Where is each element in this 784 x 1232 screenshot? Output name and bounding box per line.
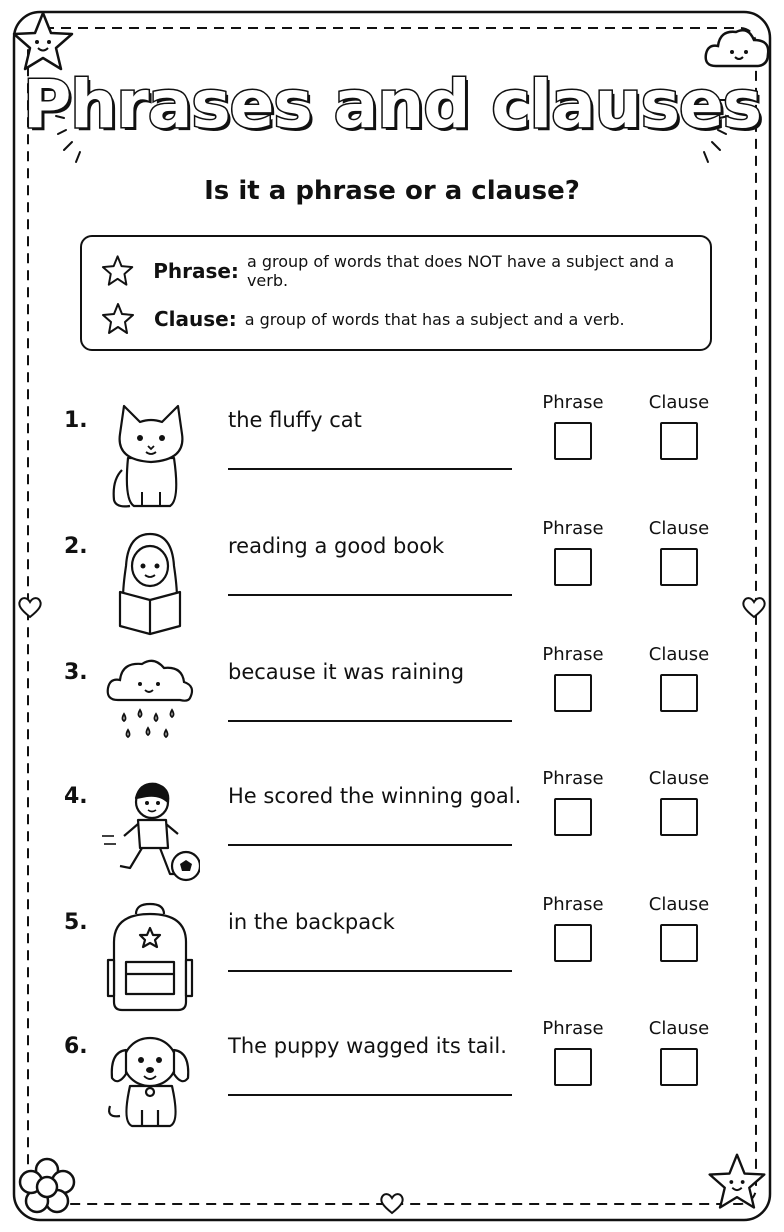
clause-option-label: Clause — [648, 644, 710, 665]
clause-checkbox[interactable] — [660, 674, 698, 712]
page-title: Phrases and clauses — [22, 66, 762, 143]
phrase-checkbox[interactable] — [554, 548, 592, 586]
heart-bottom-icon — [378, 1190, 406, 1216]
phrase-checkbox[interactable] — [554, 798, 592, 836]
phrase-checkbox[interactable] — [554, 924, 592, 962]
star-bottom-icon — [704, 1150, 770, 1216]
phrase-option-label: Phrase — [542, 518, 604, 539]
question-row — [0, 894, 784, 1012]
clause-term: Clause: — [154, 307, 237, 331]
clause-checkbox[interactable] — [660, 924, 698, 962]
star-icon — [100, 253, 135, 289]
question-row — [0, 644, 784, 762]
question-number: 2. — [64, 534, 88, 559]
boy-soccer-icon — [100, 776, 200, 886]
question-number: 1. — [64, 408, 88, 433]
question-row — [0, 768, 784, 886]
answer-line[interactable] — [228, 1094, 512, 1096]
phrase-option-label: Phrase — [542, 392, 604, 413]
backpack-icon — [100, 902, 200, 1012]
rain-cloud-icon — [100, 652, 200, 762]
phrase-checkbox[interactable] — [554, 1048, 592, 1086]
phrase-definition — [100, 251, 710, 291]
clause-option-label: Clause — [648, 894, 710, 915]
clause-checkbox[interactable] — [660, 798, 698, 836]
flower-corner-icon — [14, 1154, 80, 1220]
star-icon — [100, 301, 136, 337]
clause-checkbox[interactable] — [660, 1048, 698, 1086]
clause-option-label: Clause — [648, 518, 710, 539]
question-row — [0, 1018, 784, 1136]
question-row — [0, 392, 784, 510]
cat-icon — [100, 400, 200, 510]
phrase-option-label: Phrase — [542, 768, 604, 789]
phrase-option-label: Phrase — [542, 1018, 604, 1039]
question-number: 4. — [64, 784, 88, 809]
question-text: the fluffy cat — [228, 408, 362, 432]
question-text: in the backpack — [228, 910, 395, 934]
phrase-checkbox[interactable] — [554, 674, 592, 712]
clause-option-label: Clause — [648, 1018, 710, 1039]
phrase-option-label: Phrase — [542, 894, 604, 915]
phrase-description: a group of words that does NOT have a subject and a verb. — [246, 252, 675, 290]
question-text: The puppy wagged its tail. — [228, 1034, 507, 1058]
phrase-option-label: Phrase — [542, 644, 604, 665]
phrase-term: Phrase: — [153, 259, 239, 283]
question-number: 3. — [64, 660, 88, 685]
clause-option-label: Clause — [648, 392, 710, 413]
puppy-icon — [100, 1026, 200, 1136]
clause-option-label: Clause — [648, 768, 710, 789]
answer-line[interactable] — [228, 468, 512, 470]
clause-definition — [100, 299, 625, 339]
clause-checkbox[interactable] — [660, 548, 698, 586]
question-text: reading a good book — [228, 534, 445, 558]
page-subtitle: Is it a phrase or a clause? — [204, 176, 580, 206]
question-text: because it was raining — [228, 660, 465, 684]
clause-description: a group of words that has a subject and a verb. — [244, 309, 625, 329]
question-number: 6. — [64, 1034, 88, 1059]
question-text: He scored the winning goal. — [228, 784, 522, 808]
girl-reading-icon — [100, 526, 200, 636]
answer-line[interactable] — [228, 720, 512, 722]
answer-line[interactable] — [228, 844, 512, 846]
phrase-checkbox[interactable] — [554, 422, 592, 460]
definitions-box — [80, 235, 712, 351]
answer-line[interactable] — [228, 970, 512, 972]
answer-line[interactable] — [228, 594, 512, 596]
cloud-corner-icon — [702, 22, 774, 72]
clause-checkbox[interactable] — [660, 422, 698, 460]
question-number: 5. — [64, 910, 88, 935]
question-row — [0, 518, 784, 636]
